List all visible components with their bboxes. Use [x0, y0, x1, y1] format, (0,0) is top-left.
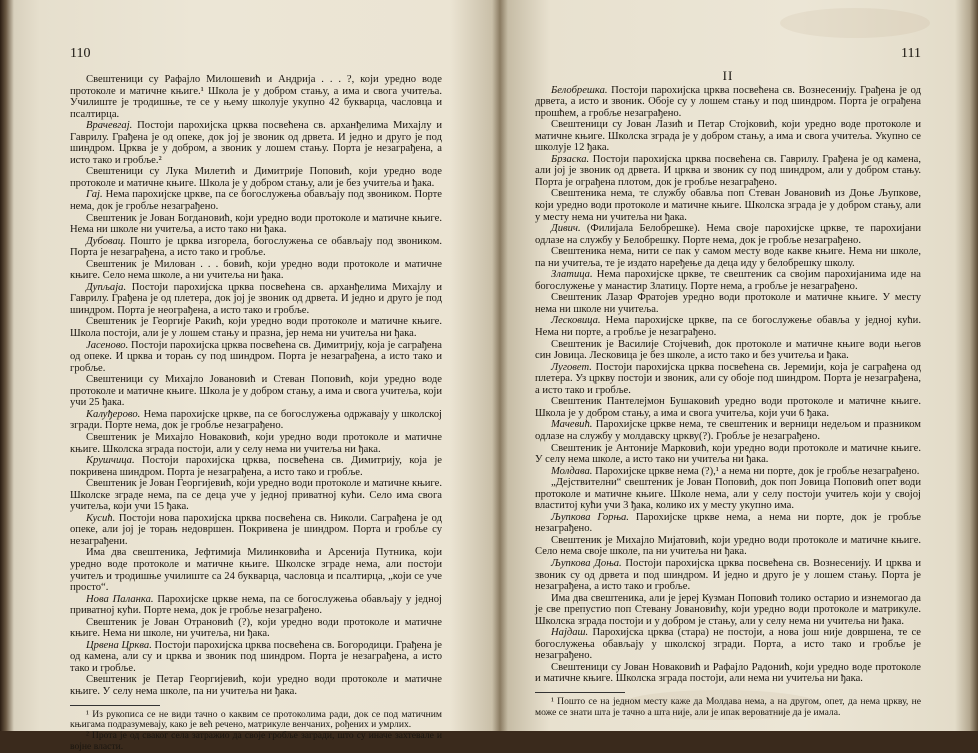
paragraph-text: Свештеници су Лука Милетић и Димитрије Поповић, који уредно воде протоколе и матичне књиге. Школа је у добром стању, али је без учитеља и ђака. [70, 166, 442, 189]
paragraph [70, 513, 442, 548]
footnote: ¹ Из рукописа се не види тачно о каквим се протоколима ради, док се под матичним књигама подразумевају, како је већ речено, матрикуле венчаних, рођених и умрлих. [70, 708, 442, 731]
paragraph [70, 640, 442, 675]
paragraph-text: (Филијала Белобрешке). Нема своје парохијске цркве, те парохијани одлазе на службу у Белобрешку. Порте нема, док је гробље незаграђено. [535, 223, 921, 246]
place-name: Дупљаја. [86, 281, 127, 293]
place-name: Дубовац. [86, 235, 126, 247]
paragraph-text: Постоји парохијска црква посвећена св. арханђелима Михајлу и Гаврилу. Грађена је од опеке, док јој је звоник од дрвета. И једно и друго је под шиндром. Црква је у добром, а звоник у лошем стању. Порта је незаграђена, а исто тако и гробље.² [70, 120, 442, 166]
footnote-separator [535, 692, 625, 693]
paragraph [535, 512, 921, 535]
paragraph [70, 547, 442, 593]
chapter-heading: II [722, 68, 734, 83]
paragraph [535, 85, 921, 120]
place-name: Најдаш. [551, 627, 589, 639]
paragraph-text: Свештеници су Рафајло Милошевић и Андрија . . . ?, који уредно воде протоколе и матичне књиге.¹ Школа је у добром стању, а има и свога учитеља. Училиште је тродишње, те се у њему школује укупно 42 букварца, часловца и псалтирца. [70, 74, 442, 120]
paragraph-text: Свештеник је Михајло Мијатовић, који уредно води протоколе и матичне књиге. Село нема своје школе, па ни учитеља ни ђака. [535, 534, 921, 558]
paragraph-text: Нема парохијске цркве, па се богослужења одржавају у школској згради. Порте нема, док је гробље незаграђено. [70, 408, 442, 432]
place-name: Калуђерово. [86, 408, 141, 420]
left-page [70, 46, 442, 753]
paragraph [535, 662, 921, 685]
paragraph-text: Парохијске цркве нема (?),¹ а нема ни порте, док је гробље незаграђено. [592, 465, 920, 477]
paragraph [70, 674, 442, 697]
paragraph [70, 617, 442, 640]
paragraph-text: Свештеник Лазар Фратојев уредно води протоколе и матичне књиге. У месту нема ни школе ни учитеља. [535, 292, 921, 315]
paragraph-text: Свештеника нема, нити се пак у самом месту воде какве књиге. Нема ни школе, па ни учитеља, те је издато наређење да деца иду у белобрешку школу. [535, 246, 921, 269]
place-name: Љупкова Доња. [551, 557, 622, 569]
place-name: Гај. [86, 189, 103, 201]
paragraph [535, 315, 921, 338]
paragraph [535, 477, 921, 512]
place-name: Врачевгај. [86, 120, 133, 132]
page-number: 111 [901, 46, 921, 61]
paragraph-text: Постоји парохијска црква посвећена св. Богородици. Грађена је од камена, али су и црква и звоник под шиндром. Порта је незаграђена, а исто тако и гробље. [70, 639, 442, 674]
paragraph [535, 154, 921, 189]
paragraph [535, 269, 921, 292]
place-name: Златица. [551, 269, 593, 281]
paragraph-text: Свештеник је Јован Отрановић (?), који уредно води протоколе и матичне књиге. Нема ни школе, ни учитеља, ни ђака. [70, 616, 442, 640]
paragraph [535, 339, 921, 362]
paragraph [535, 593, 921, 628]
paragraph-text: Свештеници су Јован Лазић и Петар Стојковић, који уредно воде протоколе и матичне књиге. Школска зграда је у добром стању, а има и свога учитеља. Укупно се школује 12 ђака. [535, 119, 921, 154]
place-name: Молдава. [551, 465, 593, 477]
paragraph-text: Свештеник Пантелејмон Бушаковић уредно води протоколе и матичне књиге. Школа је у добром стању, а има и свога учитеља, који учи 6 ђака. [535, 396, 921, 419]
paragraph-text: Свештеника нема, те службу обавља поп Стеван Јовановић из Доње Љупкове, који уредно води протоколе и матичне књиге. Школска зграда је у добром стању, али у месту нема ни учитеља ни ђака. [535, 188, 921, 223]
place-name: Нова Паланка. [86, 593, 154, 605]
paragraph [535, 119, 921, 154]
paragraph-text: Парохијска црква (стара) не постоји, а нова још није довршена, те се богослужења обављају у школској згради. Порта, а исто тако и гробље је незаграђено. [535, 627, 921, 662]
paragraph [535, 419, 921, 442]
paragraph-text: Пошто је црква изгорела, богослужења се обављају под звоником. Порта је незаграђена, а исто тако и гробље. [70, 235, 442, 259]
place-name: Љупкова Горња. [551, 511, 629, 523]
paragraph-text: Свештеник је Милован . . . бовић, који уредно води протоколе и матичне књиге. Село нема школе, а ни учитеља ни ђака. [70, 258, 442, 282]
paragraph-text: Свештеник је Михајло Новаковић, који уредно води протоколе и матичне књиге. Школска зграда постоји, али у селу нема ни учитеља ни ђака. [70, 431, 442, 455]
paragraph [70, 455, 442, 478]
paragraph [70, 74, 442, 120]
footnote-separator [70, 705, 160, 706]
paragraph-text: Свештеник је Јован Георгијевић, који уредно води протоколе и матичне књиге. Школске зграде нема, па се деца уче у једној приватној кући. Село има свога учитеља, који учи 15 ђака. [70, 478, 442, 513]
footnote: ² Прота је од сваког села затражио да своје гробље загради, што су иначе захтевале и војне власти. [70, 730, 442, 752]
paragraph [535, 292, 921, 315]
paragraph-text: „Дејствителни“ свештеник је Јован Поповић, док поп Јовица Поповић опет води протоколе и матичне књиге. Школе нема, али у селу постоји учитељ који у својој властитој кући учи 3 ђака, колико их у месту укупно има. [535, 477, 921, 512]
paragraph-text: Парохијске цркве нема, а нема ни порте, док је гробље незаграђено. [535, 511, 921, 535]
footnote: ¹ Пошто се на једном месту каже да Молдава нема, а на другом, опет, да нема цркву, не може се знати шта је тачно а шта није, али је ипак вероватније да је имала. [535, 695, 921, 718]
paragraph [535, 466, 921, 478]
paragraph [535, 246, 921, 269]
paragraph [535, 443, 921, 466]
page-body [535, 85, 921, 719]
paragraph [535, 396, 921, 419]
place-name: Кусић. [86, 512, 116, 524]
place-name: Брзаска. [551, 153, 590, 165]
paragraph [70, 594, 442, 617]
paragraph-text: Постоји парохијска црква посвећена св. Гаврилу. Грађена је од камена, али јој је звоник од дрвета. И црква и звоник су под шиндром, али у добром стању. Порта је ограђена плотом, док је гробље незаграђено. [535, 153, 921, 188]
paragraph [535, 558, 921, 593]
paragraph-text: Свештеници су Јован Новаковић и Рафајло Радонић, који уредно воде протоколе и матичне књиге. Школска зграда постоји, али нема ни учитеља ни ђака. [535, 661, 921, 685]
paragraph-text: Свештеник је Петар Георгијевић, који уредно води протоколе и матичне књиге. У селу нема школе, па ни учитеља ни ђака. [70, 674, 442, 697]
paragraph-text: Постоји парохијска црква посвећена св. арханђелима Михајлу и Гаврилу. Грађена је од плетера, док јој је звоник од дрвета. И једно и друго је под шиндром. Порта је неограђена, а исто тако и гробље. [70, 281, 442, 316]
paragraph-text: Постоји парохијска црква, посвећена св. Димитрију, која је покривена шиндром. Порта је незаграђена, а исто тако и гробље. [70, 455, 442, 478]
place-name: Црвена Црква. [86, 639, 152, 651]
paragraph-text: Нема парохијске цркве, те свештеник са својим парохијанима иде на богослужење у манастир Златицу. Порте нема, а гробље је незаграђено. [535, 269, 921, 292]
place-name: Крушчица. [86, 455, 135, 467]
place-name: Луговет. [551, 361, 592, 373]
paragraph [70, 340, 442, 375]
paragraph-text: Свештеник је Василије Стојчевић, док протоколе и матичне књиге води његов син Јовица. Лесковица је без школе, а исто тако и без учитеља и ђака. [535, 338, 921, 362]
paragraph-text: Постоји парохијска црква посвећена св. Вознесенију. И црква и звоник су од дрвета и под шиндром. И једно и друго је у лошем стању. Порта је незаграђена, а исто тако и гробље. [535, 557, 921, 593]
paragraph [535, 188, 921, 223]
paragraph-text: Нема парохијске цркве, па се богослужења обављају под звоником. Порте нема, док је гробље незаграђено. [70, 189, 442, 213]
place-name: Јасеново. [86, 339, 129, 351]
page-body [70, 74, 442, 753]
page-number: 110 [70, 46, 91, 61]
paragraph-text: Нема парохијске цркве, па се богослужење обавља у једној кући. Нема ни порте, а гробље је незаграђено. [535, 315, 921, 339]
paragraph [535, 223, 921, 246]
right-page [535, 46, 921, 719]
paragraph [70, 236, 442, 259]
paragraph-text: Свештеник је Антоније Марковић, који уредно води протоколе и матичне књиге. У селу нема школе, а исто тако ни учитеља ни ђака. [535, 442, 921, 466]
paragraph [70, 189, 442, 212]
paragraph-text: Свештеник је Јован Богдановић, који уредно води протоколе и матичне књиге. Нема ни школе ни учитеља, а исто тако ни ђака. [70, 212, 442, 236]
paragraph [70, 166, 442, 189]
paper-stain [780, 8, 930, 38]
paragraph [535, 627, 921, 662]
paragraph-text: Има два свештеника, али је јереј Кузман Поповић толико остарио и изнемогао да је све препустио поп Стевану Јовановићу, који уредно води протоколе и матрикуле. Школска зграда постоји и у добром је стању, али у селу нема ни учитеља ни ђака. [535, 592, 921, 627]
paragraph-text: Парохијске цркве нема, па се богослужења обављају у једној приватној кући. Порте нема, док је гробље незаграђено. [70, 593, 442, 617]
paragraph [70, 259, 442, 282]
paragraph [70, 432, 442, 455]
place-name: Белобрешка. [551, 84, 608, 96]
paragraph-text: Има два свештеника, Јефтимија Милинковића и Арсенија Путника, који уредно воде протоколе и матичне књиге. Школске зграде нема, али постоји учитељ и тродишње училиште са 24 букварца, часловца и псалтирца, „који се уче просто“. [70, 547, 442, 594]
paragraph [70, 213, 442, 236]
paragraph [70, 374, 442, 409]
paragraph-text: Свештеник је Георгије Ракић, који уредно води протоколе и матичне књиге. Школа постоји, али је у лошем стању и празна, јер нема ни учитеља ни ђака. [70, 316, 442, 340]
place-name: Дивич. [551, 223, 581, 235]
paragraph [535, 535, 921, 558]
paragraph-text: Постоји нова парохијска црква посвећена св. Николи. Саграђена је од опеке, али јој је торањ недовршен. Покривена је шиндром. Порта и гробље су незаграђени. [70, 512, 442, 547]
paragraph [70, 316, 442, 339]
paragraph [535, 362, 921, 397]
paragraph [70, 478, 442, 513]
paragraph-text: Свештеници су Михајло Јовановић и Стеван Поповић, који уредно воде протоколе и матичне књиге. Школа је у добром стању, а има и свога учитеља, који учи 25 ђака. [70, 374, 442, 409]
place-name: Лесковица. [551, 315, 601, 327]
paragraph-text: Постоји парохијска црква посвећена св. Вознесенију. Грађена је од дрвета, а исто и звоник. Обоје су у лошем стању и под шиндром. Порта је ограђена прошћем, а гробље незаграђено. [535, 84, 921, 119]
paragraph [70, 282, 442, 317]
paragraph-text: Постоји парохијска црква посвећена св. Димитрију, која је саграђена од опеке. И црква и торањ су под шиндром. Порта је незаграђена, а исто тако и гробље. [70, 339, 442, 374]
paragraph-text: Парохијске цркве нема, те свештеник и верници недељом и празником одлазе на службу у молдавску цркву(?). Гробље је незаграђено. [535, 419, 921, 442]
paragraph [70, 120, 442, 166]
paragraph [70, 409, 442, 432]
paragraph-text: Постоји парохијска црква посвећена св. Јеремији, која је саграђена од плетера. Уз цркву постоји и звоник, али су обоје под шиндром. Порта је незаграђена, а исто тако и гробље. [535, 361, 921, 396]
place-name: Мачевић. [551, 419, 593, 431]
